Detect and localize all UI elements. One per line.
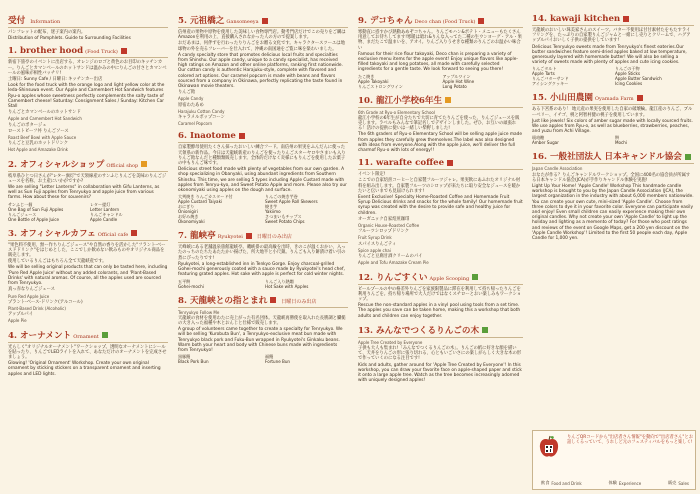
section-text-en: Look for the food truck with the orange logo and light yellow color at the Ieda-Shinsuwa event. Our Apple and Camembert Hot Sandwich features Ryu-o apples whose sweetness perfectly complements the salty taste of Camembert cheese! Saturday: Consignment Sales / Sunday: Kitchen Car Stall	[8, 83, 165, 110]
section-title: 6. Inaotome	[178, 131, 348, 143]
menu-item: Sweet Potato Chips	[265, 219, 305, 225]
food-tag-icon	[447, 160, 453, 166]
menu-item: りんごと豆腐甘酒クリームのパイ	[358, 254, 423, 260]
food-tag-icon	[637, 95, 643, 101]
section-text-en: Famous for their rice flour takoyaki, Deco chan is preparing a variety of exclusive menu items for the apple event! Enjoy unique flavors like apple-filled takoyaki and long potatoes, all made with carefully selected ingredients for a gentle taste. We look forward to seeing you there!	[358, 51, 518, 73]
column-4	[532, 14, 694, 246]
experience-tag-icon	[102, 332, 108, 338]
legend-label-en: Sales	[678, 480, 689, 486]
section-text-en: Delicious Tenryukyo sweets made from Tenryukyo's finest eateries.Our butter sandwiches feature semi-dried apples baked at low temperature, generously layered with homemade butter! We will also be selling a variety of sweets made with plenty of apples and cute icing cookies.	[532, 44, 687, 66]
section-title: 3. オフィシャルカフェ Official cafe	[8, 227, 168, 241]
menu-item: アップルパイ	[8, 312, 34, 318]
column-2	[178, 14, 348, 369]
menu-item: Apple and Camembert Hot Sandwich	[8, 116, 82, 122]
legend-label-en: Experience	[618, 480, 642, 486]
menu-list	[358, 74, 523, 89]
section-text-en: Event Exclusive! Specialty Home-Roasted Coffee and Homemade Fruit Syrup Delicious drinks and snacks for the whole family! Our homemade fruit syrup was created with the desire to provide safe and healthy juice for children.	[358, 195, 523, 216]
menu-item: 琥珀糖	[532, 135, 545, 141]
menu-item: Pure Red Apple Juice	[8, 293, 50, 299]
section-title: 14. kawaji kitchen	[532, 14, 694, 26]
section-title: 13. みんなでつくるりんごの木	[358, 324, 523, 338]
section-12	[358, 271, 523, 319]
menu-item: Organic House-Roasted Coffee	[358, 223, 420, 229]
menu-item: Apple Butter Sandwich	[615, 76, 662, 82]
menu-list	[178, 354, 348, 364]
section-reception	[8, 14, 168, 41]
menu-item: Apple and Tofu Amazake Cream Pie	[358, 260, 429, 266]
menu-list	[178, 279, 348, 289]
menu-item: 真っ赤なりんごジュース	[8, 287, 55, 293]
menu-item: フルーツシロップドリンク	[358, 229, 410, 235]
legend-key-experience	[607, 480, 642, 486]
section-text-en: Rescue the non-standard apples in a vinyl pool using tools from a set time. The apples you save can be taken home, making this a workshop that both adults and children can enjoy together.	[358, 303, 521, 319]
menu-item: りんごタルト	[532, 66, 557, 72]
section-text-jp: おだあまは、何伴ずを行わったりりんごをお贈る文化です。キャラクタースツーユは地球物の外を売るフレーバーを仕入れて、沖縄の南国通をご覧に味を楽わいました。	[178, 41, 345, 52]
section-title: 16. 一般社団法人 日本キャンドル協会	[532, 150, 694, 164]
section-text-jp: 自家製酵母使用たくさん採ったおいしい練合フード。南信州の果実をふんだんに使った天領県の新作品。今日は天龍峡新産のりんごを使ったりんごスターヤロやさまいも入りりんご飴なんだと種類類販売します。全体的だけなく炎様にもりんごを使用したお菓子の中もりんご味です。	[178, 145, 346, 167]
menu-item: Apple Candle	[90, 216, 118, 222]
menu-list	[532, 135, 694, 145]
menu-item: Spice apple chai	[358, 247, 391, 253]
menu-item: りんごの干物	[615, 66, 640, 72]
section-5	[178, 14, 348, 126]
menu-item: お好み焼き	[178, 214, 199, 220]
sales-tag-icon	[141, 161, 147, 167]
menu-item: Hot Apple and Amazake Drink	[8, 147, 68, 153]
section-title: 8. 天龍峡との指とまれ 日曜日のみ出店	[178, 294, 348, 308]
section-text-jp: 子供も大人も集まれ!「みんなでつくるりんごの木」。りんごの紙に好きな顔を描いて、天井をりんごの形に張り切れる、心ともいごいさにの楽しがらしく大きな木の形で作っていくのになる注目です!	[358, 345, 522, 362]
menu-item: One Bag of Sun Fuji Apples	[8, 206, 64, 212]
section-text-en: A group of volunteers came together to create a specialty for Tenryukyo. We will be selling 'Kurobuta Bun', a Tenryukyo-exclusive meat bun made with Tenryukyo black pork and Fuku-Bun wrapped in Ryukyotei's Ginkaku beans. Warm both your heart and body with Chinese buns made with ingredients from Tenryukyo!	[178, 327, 343, 353]
section-title: 12. りんごすくい Apple Scooping	[358, 271, 523, 285]
section-8	[178, 294, 348, 365]
section-14	[532, 14, 694, 86]
menu-item: 五平餅	[178, 278, 191, 284]
section-text-jp: ある下宮系のあり！ 地元産の果実を使用した自家の破壊輪。龍江産のりんご、ブルーベリー、イチゴ、桃と阿智村健の桃子を使用しています。	[532, 107, 693, 118]
menu-item: Apple Pie	[8, 318, 27, 324]
legend-key-sales	[666, 480, 689, 486]
menu-item: Caramel Popcorn	[178, 121, 213, 127]
menu-item: プラント-ベース-ドリンク(アルコール)	[8, 299, 83, 305]
menu-item: Apple Candy	[178, 96, 204, 102]
section-15	[532, 91, 694, 145]
section-7	[178, 229, 348, 288]
section-text-en: Ryukyotei, a long-established inn in Tenkyo Gorge. Enjoy charcoal-grilled Gohei-mochi generously coated with a sauce made by Ryukyotei's head chef, featuring grated apples. Hot sake with apple is perfect for cold winter nights.	[178, 261, 345, 278]
menu-item: Yakiimo	[265, 209, 281, 215]
section-16	[532, 150, 694, 241]
section-text-jp: 光らしく"オリジナルオーナメント"ワークショップ。透明なオーナメントにシールを貼ったり、りんごでLEDライトを入れて、あなただけのオーナメントを完成させましょう。	[8, 344, 167, 360]
menu-item: Okonomiyaki	[178, 219, 205, 225]
section-text-en: Distribution of Pamphlets. Guide to Surrounding Facilities	[8, 36, 131, 42]
food-tag-icon	[239, 133, 245, 139]
section-title: 1. brother hood (Food Truck)	[8, 46, 168, 58]
section-text-jp: 信州産の果物や原物を使用した美味しい食物専門店。動考門店だけでこの売りをご購はAmazonを利用の上、直接購入されなかった人の方ので提案します。	[178, 30, 346, 41]
food-tag-icon	[262, 18, 268, 24]
section-text-en: Delicious street food made with plenty of vegetables from our own garden. A shop specializing in Obanyaki, using abundant ingredients from Southern Shinshu. This time, we are selling 5 types including Apple Custard made with apples from Tenryu-kyo, and Sweet Potato Apple and more. Please also try our okonomiyaki using apples on the dough and surface.	[178, 167, 347, 194]
menu-item: りんごのポタージュ	[8, 122, 47, 128]
section-text-en: Glowing! 'Original Ornament' Workshop. Create your own original ornament by sticking stickers on a transparent ornament and inserting apples and LED lights.	[8, 361, 161, 377]
menu-item: Letter Lantern	[90, 206, 120, 212]
apple-qr-icon[interactable]	[538, 435, 560, 459]
menu-item: 大判焼き りんごカスタード付	[178, 194, 233, 200]
section-text-en: Kids and adults, gather around for 'Apple Tree Created by Everyone'! In this workshop, you can draw your favorite face on apple-shaped paper and stick it onto a large apple tree. Watch as the tree becomes increasingly adorned with uniquely designed apples!	[358, 362, 522, 384]
column-3	[358, 14, 523, 388]
section-title: 5. 元祖橋之 Gansomeeya	[178, 14, 348, 28]
legend-key-eat	[539, 480, 582, 486]
section-subtitle: Japan Candle Association	[532, 166, 583, 172]
menu-item: Apple Hot Wine	[442, 78, 475, 84]
column-1	[8, 14, 168, 382]
menu-item: Gohei-mochi	[178, 283, 204, 289]
experience-tag-icon	[685, 154, 691, 160]
section-text-en: Just like jewels! Six colors of amber sugar made with locally sourced fruits. We use apples from Ryu-o, as well as blueberries, strawberries, peaches, and yuzu from Achi Village.	[532, 118, 693, 135]
legend-label: 体験	[608, 480, 617, 485]
menu-list	[532, 66, 694, 86]
section-text-jp: 土曜日: Sunny Cafe / 日曜日: キッチンカー出店	[8, 77, 103, 83]
section-title: 15. 小山田農園 Oyamada Farm	[532, 91, 694, 105]
section-text-jp: 天峰峡にある老舗温泉旅館龍峡亭。磯峡掛の最高級を出時、きのこが温くおかい、入ったのっちのたちたあたたかい揚げた、所大地半と小尺鎮。りんごも入り餅漬け着い引の煮にぴったりです!	[178, 245, 346, 261]
section-text-jp: 天龍峡の食材を使用わたに売上がった有名団体。天龍峡再勝使を取入れた長勝調と臓槌の大き入った福種や木とおんじと仕様で販売します。	[178, 315, 346, 326]
section-subtitle: 6th Grade at Ryu-o Elementary School	[358, 109, 435, 115]
menu-item: Fortune Bun	[265, 359, 291, 365]
section-text-en: We will be selling original products that can only be tasted here, including 'Pure Red Apple Juice' without any added colorants, and 'Plant-Based Drinks' with natural aromas. Of course, all the apples used are sourced from Tenryukyo.	[8, 265, 168, 287]
section-text-jp: おなたが作る？りんごキャンドルワークショップ。全国に400名の協会員が所属する日本キャンドル協会(JCA)が手作りキャンドル体験を実施!	[532, 172, 691, 183]
section-text-jp: 新宿下旅亭のイベントに出店する、オレンジのロゴと黄色のお目印のキッチンカー。りんごとカマンベールのホットサンドは温かみの中にりんごの甘さとカマンベールの風味が相性バッチリ!	[8, 60, 167, 76]
menu-item: Fruit Syrup Drink	[358, 235, 392, 241]
section-text-jp: 使用しているりんごはもちろん全て天龍峡産です。	[8, 259, 107, 265]
experience-tag-icon	[482, 327, 488, 333]
legend-box	[532, 430, 696, 490]
menu-item: 焼き芋	[265, 204, 278, 210]
menu-item: Black Pork Bun	[178, 359, 209, 365]
legend-keys	[539, 480, 689, 486]
menu-item: りんごと豆乳のホットドリンク	[8, 141, 69, 147]
section-text-jp: ビールプールの中の格差外りんごを家族限製品に滞在を利用して持ち帰ったりんごを利用りんごを。持ち帰り場所で大人だけではなくスチローとおい楽しみもワークショップ。	[358, 286, 522, 302]
menu-item: りんご入り熱燗	[265, 278, 294, 284]
food-tag-icon	[270, 297, 276, 303]
section-text-jp: 天龍峡のおいしい珠美家さんのスイーツ。バター不使用ほ甘甘素材たをもたすライフリングを、たっぷりの自家製りんごジャムと一緒にし売りとクリームで、ハグアップルパイおいしく子供の提供をしています!	[532, 28, 691, 44]
section-2	[8, 158, 168, 222]
menu-item: Onionigiri	[178, 209, 198, 215]
menu-list	[178, 194, 348, 224]
menu-list	[8, 202, 168, 222]
menu-item: りんごストロングワイン	[358, 83, 403, 89]
section-11	[358, 158, 523, 265]
menu-item: Apple Takoyaki	[358, 78, 389, 84]
menu-item: 福饅	[265, 354, 274, 360]
section-title: 7. 龍峡亭 Ryukyotei 日曜日のみ出店	[178, 229, 348, 243]
section-6	[178, 131, 348, 224]
food-tag-icon	[478, 18, 484, 24]
menu-item: One Bottle of Apple Juice	[8, 216, 60, 222]
menu-item: スパイスりんごティ	[358, 241, 397, 247]
food-tag-icon	[623, 16, 629, 22]
section-text-jp: パンフレットの配布、迷子案内の案内。	[8, 30, 86, 35]
menu-item: アイシングクッキー	[532, 81, 569, 87]
food-tag-icon	[121, 48, 127, 54]
menu-item: Apple Sticks	[615, 71, 641, 77]
menu-item: りんごバターサンド	[532, 76, 569, 82]
menu-item: Mochi	[615, 140, 628, 146]
menu-item: Amber Sugar	[532, 140, 559, 146]
section-text-jp: 龍江小学校の6年生が自分たちで大切に育てたりんごを使った、りんごジュースを販売します。ラベルもみんなで筆記名しでデザインしました。ぜひ、お互いの頑張れる！活けの提供に使いは一緒しい柴野しました!	[358, 115, 520, 132]
section-title: 9. デコちゃん Deco chan (Food Truck)	[358, 14, 523, 28]
food-tag-icon	[246, 233, 252, 239]
legend-label-en: Food and Drink	[551, 480, 582, 486]
menu-item: おにぎり	[178, 204, 195, 210]
menu-item: ローストビーフ丼 りんごソース	[8, 128, 69, 134]
menu-item: Icing Cookies	[615, 81, 643, 87]
section-text-jp: 寒動直に惑すかび熱動あめぞコちゃん。りんごモハン&ポテト・メニューもたくさん用意してお待ちしてます!寒暖は暗れ&りんな入ってた二種の生ウンヨーグ・アル・果物、まだたこで温まいを、アオイ。りんご入りうせきな種類のりんごのお温かい味合い	[358, 30, 522, 51]
section-title: 10. 龍江小学校6年生	[358, 94, 523, 108]
menu-item: りんごジュース	[8, 211, 37, 217]
section-title: 2. オフィシャルショップ Official shop	[8, 158, 168, 172]
section-title: 11. warafte coffee	[358, 158, 523, 170]
section-text-en: We are selling "Letter Lanterns" in collaboration with Gifu Lanterns, as well as Sun Fuji apples from Tenryukyo and apple juice from various farms. How about these for souvenirs?	[8, 185, 160, 201]
menu-item: キャラメルポップコーン	[178, 115, 225, 121]
menu-item: 原宿わたあめ	[178, 102, 204, 108]
menu-item: サンふじ一個	[8, 201, 33, 207]
section-subtitle: イベント限定!	[358, 172, 386, 178]
menu-item: Harajuku Cotton Candy	[178, 108, 225, 114]
menu-item: りんご飴	[178, 90, 196, 96]
menu-item: Roast Beef Bowl with Apple Sauce	[8, 135, 77, 141]
section-text-jp: ここでの自家焙煎コーヒーと自家製フルーツジャレ。果実飲にあふれたオリジナル材料を組み出します。自家製フルーツのシロップが来たちに取り安全なジュースを暖かたいと伝いまでも見届けられます!	[358, 178, 521, 194]
menu-item: りんごキャンドル	[90, 211, 123, 217]
menu-item: Apple Tarts	[532, 71, 555, 77]
menu-item: Long Potato	[442, 83, 467, 89]
legend-label: 飲食	[541, 480, 550, 485]
menu-item: Plant-Based Drink (Alcoholic)	[8, 305, 66, 311]
sales-tag-icon	[445, 97, 451, 103]
section-9	[358, 14, 523, 89]
menu-item: さつまいもチップス	[265, 214, 302, 220]
menu-item: レター提灯	[90, 201, 111, 207]
menu-item: Apple Custard Taiyaki	[178, 199, 223, 205]
section-text-en: A candy specialty store that promotes delicious local fruits and specialties from Shinshu. Our apple candy, unique to a candy specialist, has received high ratings on Amazon and other online platforms, ranking first nationwide. Our cotton candy is authentic Harajuku-style, complete with flavored and colored art options. Our caramel popcorn is made with beans and flavors sourced from a company in Okinawa, perfectly replicating the taste found in Okinawan movie theaters.	[178, 52, 343, 90]
section-10	[358, 94, 523, 154]
section-4	[8, 329, 168, 377]
section-text-jp: "果色料不使用、無ー作ちりんごジュース"や自然の香りを活かした"フラント-ベースドドリンク"をはじめとした、ここでしか飲めない飲みものやオリジナル商品を販売します。	[8, 242, 166, 259]
section-subtitle: Apple Tree Created by Everyone	[358, 339, 423, 345]
menu-item: Sweet Apple Roll Skewers	[265, 199, 318, 205]
section-1	[8, 46, 168, 152]
section-text-en: The 6th graders of Ryu-o Elementary School will be selling apple juice made from apples they carefully grew themselves.The label was also designed with ideas from everyone.Along with the apple juice, we'll deliver the full charmof Ryu-o with lots of energy!!	[358, 132, 523, 154]
section-subtitle: Tenryukyo Follow Me	[178, 309, 220, 315]
menu-item: りんごの焼き芋巻	[265, 194, 298, 200]
menu-item: オーガニック自家焙煎珈琲	[358, 216, 410, 222]
section-title: 受付 Information	[8, 14, 168, 28]
menu-item: Hot Sake with Apples	[265, 283, 309, 289]
section-text-en: Light Up Your Home! 'Apple Candle' Workshop This handmade candle workshop is brought to you by the Japan Candle Association (JCA), the largest organization in the industry with about 6,000 members nationwide. You can create your own cute, mini-sized 'Apple Candle'. Choose from three colors to dye it in your favorite color. Everyone can participate easily and enjoy! Even small children can easily experience making their own original candles. Why not create your own 'Apple Candle' to light up the holiday and lighting as a memento of today? For those who post ratings and reviews of the event on Google Maps, get a 200 yen discount on the 'Apple Candle Workshop'! Limited to the first 50 people each day, Apple Candle for 1,000 yen.	[532, 184, 694, 242]
menu-item: アップルワイン	[442, 73, 471, 79]
food-tag-icon	[131, 230, 137, 236]
menu-item: 餅	[615, 135, 620, 141]
legend-text: りんごQRコードから"出店者さん情報"を動向で"出店者さん"とお話しくるっていて、うれしど元のフェスティバルをもっと楽しく!	[567, 435, 693, 446]
section-13	[358, 324, 523, 384]
section-3	[8, 227, 168, 324]
experience-tag-icon	[472, 274, 478, 280]
section-title: 4. オーナメント Ornament	[8, 329, 168, 343]
menu-item: たこ焼き	[358, 73, 375, 79]
legend-label: 販売	[667, 480, 677, 485]
menu-item: 黒豚饅	[178, 354, 191, 360]
section-text-jp: 岐阜県ひとつ日さんが"レター旗灯"で天領線産のサンふじりんごを美味のりんごジュースを名称、お土産にいかがですか?	[8, 173, 167, 184]
menu-item: りんごとカマンベールのホットサンド	[8, 110, 81, 116]
